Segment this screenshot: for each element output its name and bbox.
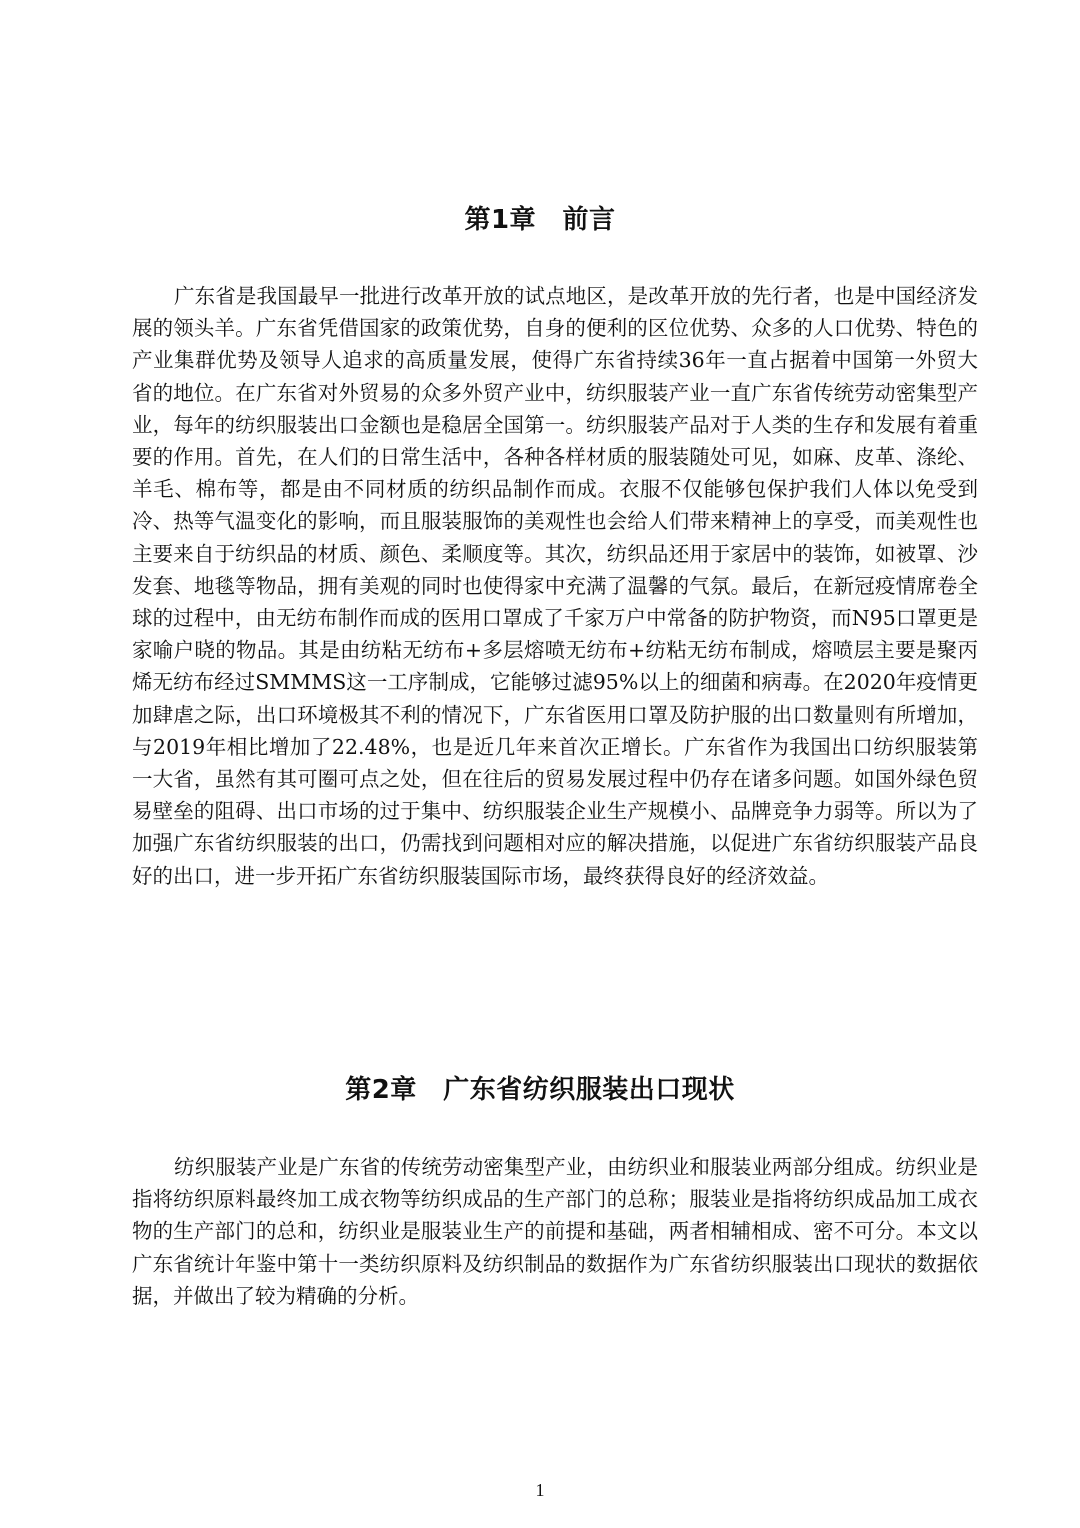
chapter-2-paragraph: 纺织服装产业是广东省的传统劳动密集型产业，由纺织业和服装业两部分组成。纺织业是指将纺织原料最终加工成衣物等纺织成品的生产部门的总称；服装业是指将纺织成品加工成衣物的生产部门的总和，纺织业是服装业生产的前提和基础，两者相辅相成、密不可分。本文以广东省统计年鉴中第十一类纺织原料及纺织制品的数据作为广东省纺织服装出口现状的数据依据，并做出了较为精确的分析。	[132, 1155, 978, 1308]
chapter-2-heading: 第2章 广东省纺织服装出口现状	[345, 1075, 735, 1105]
chapter-1-heading: 第1章 前言	[464, 205, 616, 235]
page-number: 1	[535, 1480, 545, 1500]
chapter-1-paragraph: 广东省是我国最早一批进行改革开放的试点地区，是改革开放的先行者，也是中国经济发展的领头羊。广东省凭借国家的政策优势，自身的便利的区位优势、众多的人口优势、特色的产业集群优势及领导人追求的高质量发展，使得广东省持续36年一直占据着中国第一外贸大省的地位。在广东省对外贸易的众多外贸产业中，纺织服装产业一直广东省传统劳动密集型产业，每年的纺织服装出口金额也是稳居全国第一。纺织服装产品对于人类的生存和发展有着重要的作用。首先，在人们的日常生活中，各种各样材质的服装随处可见，如麻、皮革、涤纶、羊毛、棉布等，都是由不同材质的纺织品制作而成。衣服不仅能够包保护我们人体以免受到冷、热等气温变化的影响，而且服装服饰的美观性也会给人们带来精神上的享受，而美观性也主要来自于纺织品的材质、颜色、柔顺度等。其次，纺织品还用于家居中的装饰，如被罩、沙发套、地毯等物品，拥有美观的同时也使得家中充满了温馨的气氛。最后，在新冠疫情席卷全球的过程中，由无纺布制作而成的医用口罩成了千家万户中常备的防护物资，而N95口罩更是家喻户晓的物品。其是由纺粘无纺布+多层熔喷无纺布+纺粘无纺布制成，熔喷层主要是聚丙烯无纺布经过SMMMS这一工序制成，它能够过滤95%以上的细菌和病毒。在2020年疫情更加肆虐之际，出口环境极其不利的情况下，广东省医用口罩及防护服的出口数量则有所增加，与2019年相比增加了22.48%，也是近几年来首次正增长。广东省作为我国出口纺织服装第一大省，虽然有其可圈可点之处，但在往后的贸易发展过程中仍存在诸多问题。如国外绿色贸易壁垒的阻碍、出口市场的过于集中、纺织服装企业生产规模小、品牌竞争力弱等。所以为了加强广东省纺织服装的出口，仍需找到问题相对应的解决措施，以促进广东省纺织服装产品良好的出口，进一步开拓广东省纺织服装国际市场，最终获得良好的经济效益。	[132, 284, 978, 888]
